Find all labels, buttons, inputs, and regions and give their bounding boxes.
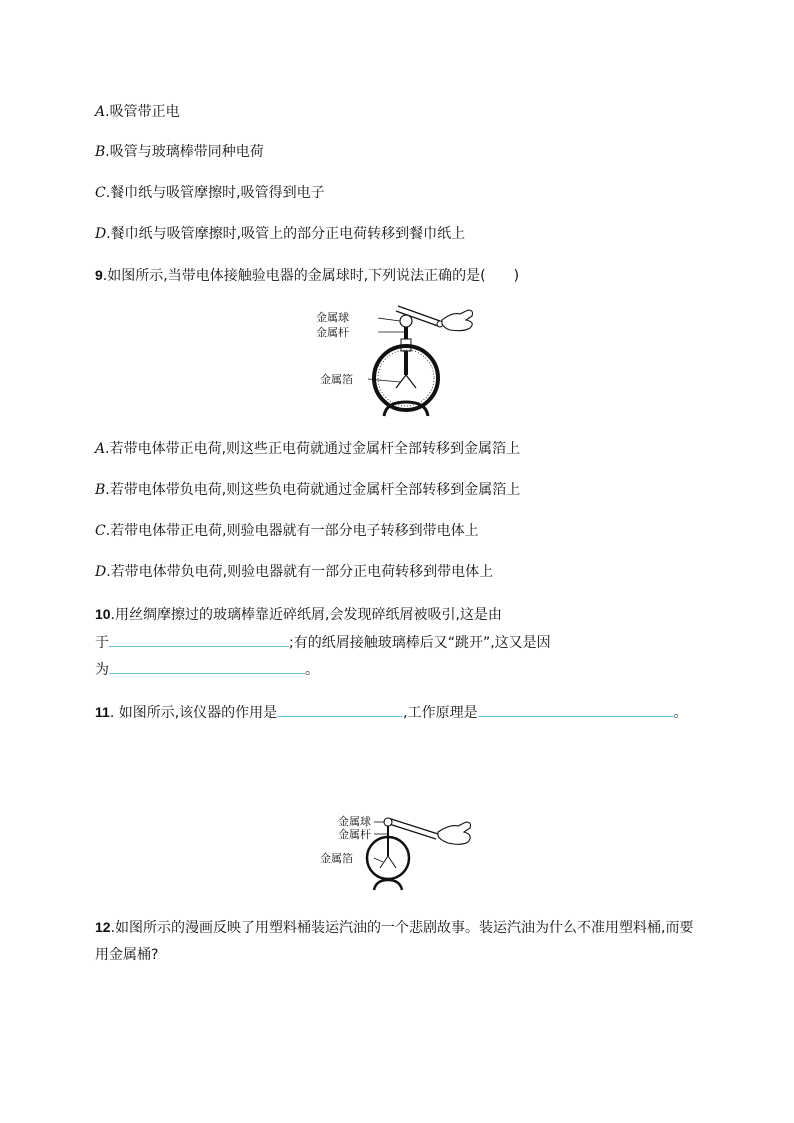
electroscope-figure-2	[316, 810, 486, 896]
q9-option-b: B.若带电体带负电荷,则这些负电荷就通过金属杆全部转移到金属箔上	[95, 482, 521, 498]
q9-option-a: A.若带电体带正电荷,则这些正电荷就通过金属杆全部转移到金属箔上	[95, 441, 521, 457]
q8-option-d: D.餐巾纸与吸管摩擦时,吸管上的部分正电荷转移到餐巾纸上	[95, 226, 466, 242]
q11-stem: 11. 如图所示,该仪器的作用是 ,工作原理是 。	[95, 704, 688, 721]
electroscope-figure-1	[310, 298, 500, 422]
q9-option-d: D.若带电体带负电荷,则验电器就有一部分正电荷转移到带电体上	[95, 564, 494, 580]
metal-rod-top	[404, 327, 408, 339]
q9-stem: 9.如图所示,当带电体接触验电器的金属球时,下列说法正确的是( )	[95, 267, 520, 284]
label-metal-foil: 金属箔	[320, 373, 353, 386]
q12-line2: 用金属桶?	[95, 947, 159, 963]
metal-ball	[384, 818, 392, 826]
metal-foil-right	[388, 856, 396, 868]
metal-foil-right	[406, 375, 416, 388]
q10-answer-blank-1[interactable]	[109, 632, 289, 647]
leader-line	[378, 318, 400, 321]
label-metal-rod: 金属杆	[316, 326, 349, 339]
leader-line	[374, 858, 383, 862]
metal-foil-left	[380, 856, 388, 868]
hand-icon	[438, 822, 471, 844]
q11-answer-blank-2[interactable]	[478, 702, 674, 717]
metal-ball	[400, 315, 412, 327]
q8-option-c: C.餐巾纸与吸管摩擦时,吸管得到电子	[95, 185, 325, 201]
label-metal-foil: 金属箔	[320, 852, 353, 865]
hand-icon	[442, 310, 473, 331]
q10-line3: 为 。	[95, 659, 319, 679]
q11-answer-blank-1[interactable]	[277, 702, 403, 717]
q10-answer-blank-2[interactable]	[109, 659, 305, 674]
q12-line1: 12.如图所示的漫画反映了用塑料桶装运汽油的一个悲剧故事。装运汽油为什么不准用塑料桶,而要	[95, 919, 694, 936]
label-metal-ball: 金属球	[316, 311, 349, 324]
q10-line2: 于 ;有的纸屑接触玻璃棒后又“跳开”,这又是因	[95, 632, 551, 652]
label-metal-rod: 金属杆	[338, 828, 371, 841]
metal-rod-bottom	[404, 351, 408, 375]
q8-option-b: B.吸管与玻璃棒带同种电荷	[95, 144, 264, 160]
q9-option-c: C.若带电体带正电荷,则验电器就有一部分电子转移到带电体上	[95, 523, 479, 539]
stand	[374, 880, 402, 890]
q10-line1: 10.用丝绸摩擦过的玻璃棒靠近碎纸屑,会发现碎纸屑被吸引,这是由	[95, 606, 502, 623]
q8-option-a: A.吸管带正电	[95, 104, 180, 120]
label-metal-ball: 金属球	[338, 815, 371, 828]
